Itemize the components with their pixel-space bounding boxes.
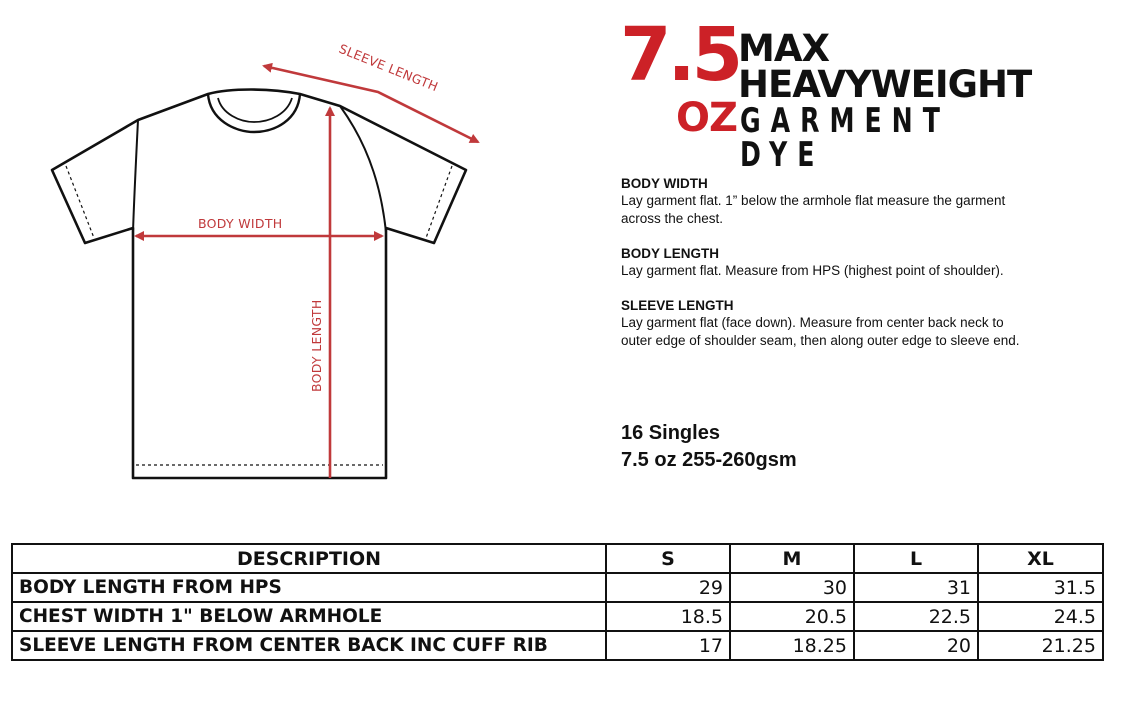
table-header-row [12, 544, 1103, 573]
header-size-xl: XL [978, 544, 1103, 573]
table-row [12, 573, 1103, 602]
brand-unit: OZ [676, 95, 738, 141]
table-row [12, 602, 1103, 631]
cell-size-m: 20.5 [730, 602, 854, 631]
cell-size-l: 20 [854, 631, 978, 660]
measurement-instructions [621, 175, 1021, 367]
instruction-title: BODY LENGTH [621, 246, 720, 261]
cell-size-l: 22.5 [854, 602, 978, 631]
spec-singles: 16 Singles [621, 422, 720, 444]
header-description: DESCRIPTION [12, 544, 606, 573]
cell-size-m: 18.25 [730, 631, 854, 660]
instruction-sleeve-length [621, 297, 1021, 350]
body-length-label: BODY LENGTH [309, 299, 324, 392]
instruction-text: Lay garment flat. Measure from HPS (highest point of shoulder). [621, 263, 1004, 278]
brand-line-heavyweight: HEAVYWEIGHT [738, 63, 1032, 106]
instruction-text: Lay garment flat. 1” below the armhole flat measure the garment across the chest. [621, 193, 1006, 226]
brand-header [620, 12, 1080, 175]
instruction-body-width [621, 175, 1021, 228]
size-chart-table [11, 543, 1104, 661]
header-size-s: S [606, 544, 730, 573]
row-description: SLEEVE LENGTH FROM CENTER BACK INC CUFF RIB [12, 631, 606, 660]
spec-weight: 7.5 oz 255-260gsm [621, 449, 797, 471]
cell-size-xl: 21.25 [978, 631, 1103, 660]
brand-weight: 7.5 [620, 12, 740, 98]
body-width-label: BODY WIDTH [198, 216, 283, 231]
cell-size-xl: 31.5 [978, 573, 1103, 602]
sleeve-length-label: SLEEVE LENGTH [336, 40, 441, 95]
instruction-text: Lay garment flat (face down). Measure from center back neck to outer edge of shoulder seam, then along outer edge to sleeve end. [621, 315, 1020, 348]
header-size-l: L [854, 544, 978, 573]
row-description: CHEST WIDTH 1" BELOW ARMHOLE [12, 602, 606, 631]
cell-size-xl: 24.5 [978, 602, 1103, 631]
instruction-title: SLEEVE LENGTH [621, 298, 734, 313]
cell-size-s: 29 [606, 573, 730, 602]
cell-size-s: 17 [606, 631, 730, 660]
cell-size-l: 31 [854, 573, 978, 602]
brand-line-max: MAX [738, 27, 829, 70]
instruction-title: BODY WIDTH [621, 176, 708, 191]
cell-size-s: 18.5 [606, 602, 730, 631]
tshirt-measurement-diagram [0, 0, 600, 500]
instruction-body-length [621, 245, 1021, 280]
table-row [12, 631, 1103, 660]
brand-line-garment-dye: GARMENT DYE [740, 101, 950, 175]
header-size-m: M [730, 544, 854, 573]
tshirt-outline [52, 90, 466, 479]
cell-size-m: 30 [730, 573, 854, 602]
row-description: BODY LENGTH FROM HPS [12, 573, 606, 602]
fabric-specs [621, 420, 797, 474]
